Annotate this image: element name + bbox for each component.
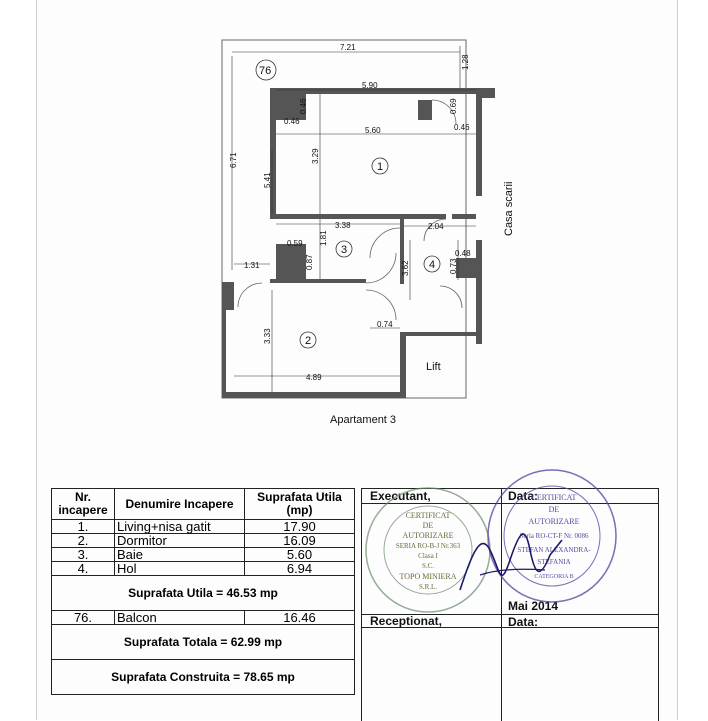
balcony-row: 76. Balcon 16.46 (52, 611, 355, 625)
header-area: Suprafata Utila (mp) (245, 489, 355, 520)
dim-living-height: 3.29 (311, 148, 320, 164)
stamp1-l1: CERTIFICAT (405, 511, 451, 520)
dim-inner-width: 5.90 (362, 81, 378, 90)
dim-wall-d: 0.46 (454, 123, 470, 132)
table-row: 2. Dormitor 16.09 (52, 534, 355, 548)
dim-bath-wall: 0.59 (287, 239, 303, 248)
dim-height-total: 6.71 (229, 152, 238, 168)
dim-hall-small: 0.73 (449, 258, 458, 274)
stamp1-l2: DE (422, 521, 434, 530)
stamp2-l3: AUTORIZARE (528, 517, 580, 526)
executant-label: Executant, (370, 489, 431, 503)
stamp1-l8: S.R.L. (418, 583, 438, 591)
header-nr: Nr. incapere (52, 489, 115, 520)
dim-hall-wall: 0.48 (455, 249, 471, 258)
stamp1-l5: Clasa I (418, 552, 438, 560)
table-row: 4. Hol 6.94 (52, 562, 355, 576)
sum-totala-row: Suprafata Totala = 62.99 mp (52, 625, 355, 660)
lift-label: Lift (426, 361, 441, 373)
dim-bath-width: 3.38 (335, 221, 351, 230)
room-3-label: 3 (341, 244, 348, 256)
receptionat-label: Receptionat, (370, 614, 443, 628)
table-row: 1. Living+nisa gatit 17.90 (52, 520, 355, 534)
stamp2-l5: STEFAN ALEXANDRA- (517, 546, 591, 554)
header-name: Denumire Incapere (115, 489, 245, 520)
plan-caption: Apartament 3 (330, 414, 397, 426)
dim-balcony-depth: 1.28 (461, 54, 470, 70)
dim-living-width: 5.60 (365, 126, 381, 135)
dim-bath-small: 0.87 (305, 254, 314, 270)
date-value: Mai 2014 (508, 599, 559, 613)
room-1-label: 1 (377, 161, 384, 173)
stamp1-l6: S.C. (421, 562, 435, 570)
dim-hall-width: 2.04 (428, 222, 444, 231)
dim-wall-b: 0.46 (299, 98, 308, 114)
dim-left-height: 5.41 (263, 172, 272, 188)
apartment-number: 76 (259, 65, 272, 77)
stamp2-l2: DE (548, 505, 560, 514)
sum-utila-row: Suprafata Utila = 46.53 mp (52, 576, 355, 611)
dim-total-width: 7.21 (340, 43, 356, 52)
table-row: 3. Baie 5.60 (52, 548, 355, 562)
stamp2-l1: CERTIFICAT (531, 493, 577, 502)
dim-left-offset: 1.31 (244, 261, 260, 270)
stairs-label: Casa scarii (503, 181, 515, 236)
stamp2-l6: STEFANIA (537, 558, 571, 566)
stamp2-l4: Seria RO-CT-F Nr. 0086 (519, 532, 589, 540)
stamp1-l4: SERIA RO-B-J Nr.363 (395, 542, 461, 550)
handwritten-signature (450, 520, 570, 600)
dim-wall-a: 0.46 (284, 117, 300, 126)
dim-hall-height: 3.62 (401, 260, 410, 276)
data-label-1: Data: (508, 489, 539, 503)
area-table (51, 488, 355, 695)
dim-bath-height: 1.81 (319, 230, 328, 246)
stamp1-l7: TOPO MINIERA (399, 572, 457, 581)
dim-wall-c: 0.69 (449, 98, 458, 114)
data-label-2: Data: (508, 615, 539, 629)
stamp2-l7: CATEGORIA B (534, 574, 574, 580)
dim-bedroom-width: 4.89 (306, 373, 322, 382)
sum-construita-row: Suprafata Construita = 78.65 mp (52, 660, 355, 695)
room-4-label: 4 (429, 259, 436, 271)
dim-door-width: 0.74 (377, 320, 393, 329)
room-2-label: 2 (305, 335, 312, 347)
dim-bedroom-height: 3.33 (263, 328, 272, 344)
walls (222, 88, 495, 398)
stamp1-l3: AUTORIZARE (402, 531, 454, 540)
